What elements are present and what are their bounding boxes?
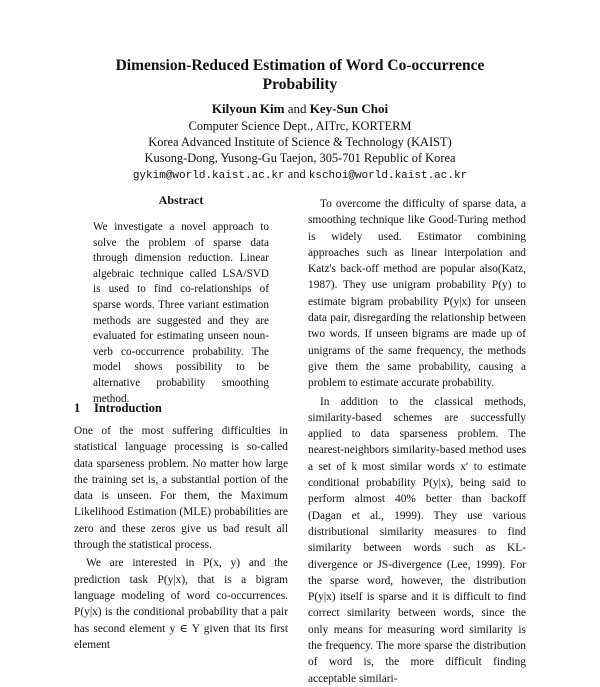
affiliation-dept: Computer Science Dept., AITrc, KORTERM [188,119,412,133]
author-1: Kilyoun Kim [211,101,285,116]
section-number: 1 [74,401,81,415]
title-line-1: Dimension-Reduced Estimation of Word Co-occurrence [115,57,485,74]
title-line-2: Probability [262,76,338,93]
right-paragraph-1: To overcome the difficulty of sparse data, a smoothing technique like Good-Turing method is widely used. Estimator combining approaches such as linear interpolation and Katz's back-off method are popular also(Katz, 1987). They use unigram probability P(y) to estimate bigram probability P(y|x) for unseen data pair, disregarding the relationship between two words. If unseen bigrams are made up of unigrams of the same frequency, the methods give them the same probability, causing a problem to estimate accurate probability. [308,198,526,390]
paper-title [60,56,540,94]
right-column-body [308,196,526,687]
email-2: kschoi@world.kaist.ac.kr [308,170,468,182]
email-1: gykim@world.kaist.ac.kr [132,170,285,182]
right-paragraph-2: In addition to the classical methods, similarity-based schemes are successfully applied to data sparseness problem. The nearest-neighbors similarity-based method uses a set of k most similar words x′ to estimate conditional probability P(y|x), being said to perform almost 40% better than backoff (Dagan et al., 1999). They use various distributional similarity measures to find similarity between words such as KL-divergence or JS-divergence (Lee, 1999). For the sparse word, however, the distribution P(y|x) itself is sparse and it is difficult to find correct similarity between words, since the only means for measuring word similarity is the frequency. The more sparse the distribution of word is, the more difficult finding acceptable similari- [308,395,526,685]
intro-paragraph-1: One of the most suffering difficulties in statistical language processing is so-called data sparseness problem. No matter how large the training set is, a substantial portion of the data is unseen. For them, the Maximum Likelihood Estimation (MLE) probabilities are zero and these zeros give us bad result all through the statistical process. [74,425,288,552]
author-conjunction: and [287,101,307,116]
section-heading-introduction [74,401,162,416]
email-conjunction: and [287,167,306,181]
affiliation-address: Kusong-Dong, Yusong-Gu Taejon, 305-701 Republic of Korea [144,151,456,165]
left-column-body [74,423,288,653]
author-list [60,101,540,117]
abstract-heading: Abstract [158,193,204,207]
affiliation-institute: Korea Advanced Institute of Science & Technology (KAIST) [148,135,452,149]
intro-paragraph-2: We are interested in P(x, y) and the prediction task P(y|x), that is a bigram language modeling of word co-occurrences. P(y|x) is the conditional probability that a pair has second element y ∈ Y given that its first element [74,557,288,651]
author-2: Key-Sun Choi [309,101,389,116]
affiliation-emails [60,166,540,184]
abstract-text: We investigate a novel approach to solve the problem of sparse data through dimension reduction. Linear algebraic technique called LSA/SVD is used to find co-relationships of sparse words. Three variant estimation methods are suggested and they are evaluated for estimating unseen noun-verb co-occurrence probability. The model shows possibility to be alternative probability smoothing method. [93,221,269,405]
section-title: Introduction [94,401,162,415]
